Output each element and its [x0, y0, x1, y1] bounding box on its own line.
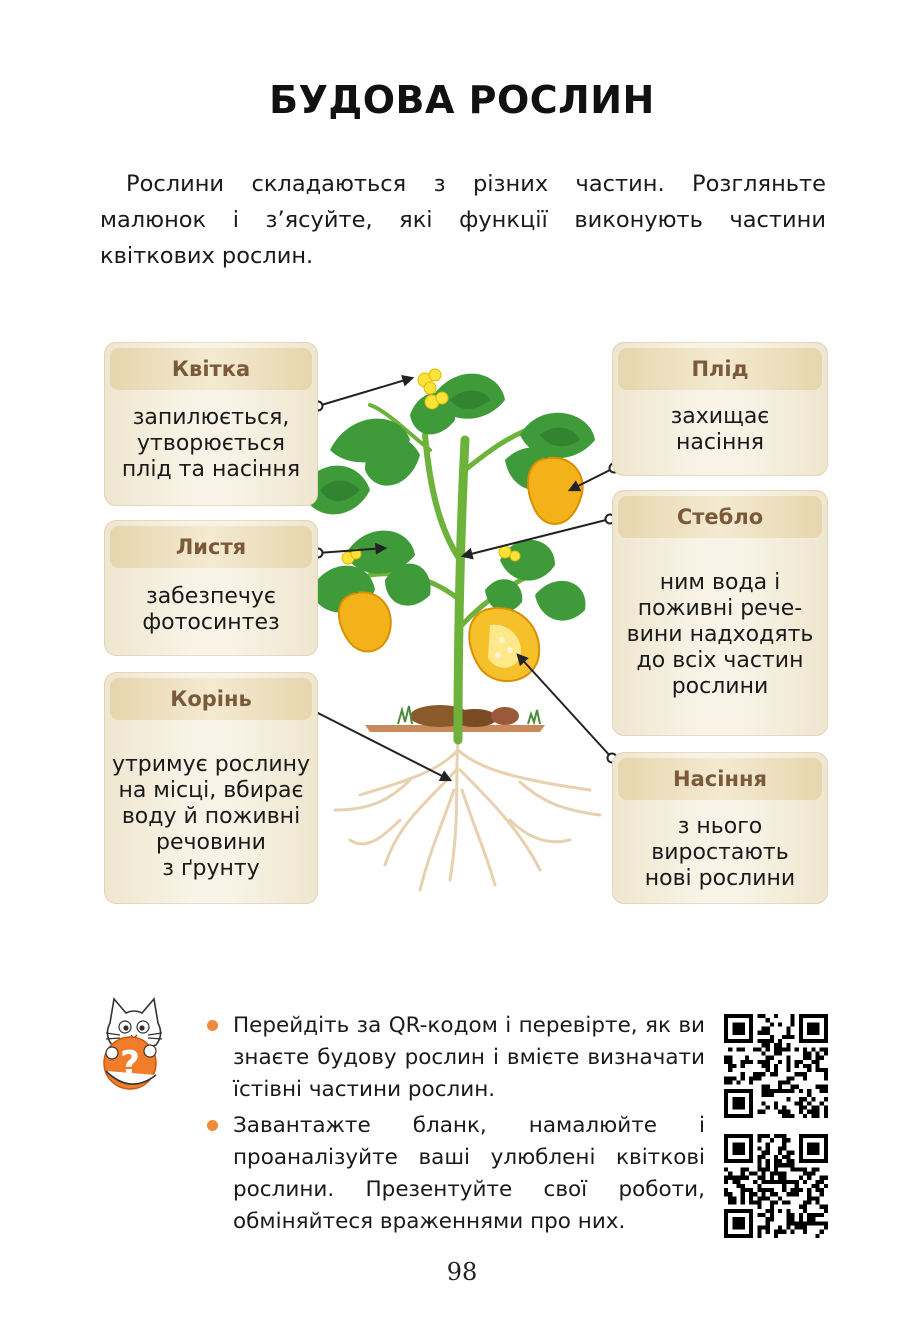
page-title: БУДОВА РОСЛИН: [269, 78, 655, 122]
task-list: [205, 1010, 705, 1242]
card-stem-title: Стебло: [618, 496, 822, 538]
card-leaves-title: Листя: [110, 526, 312, 568]
qr-code-icon[interactable]: [724, 1014, 828, 1118]
task-item: [205, 1010, 705, 1106]
card-flower-title: Квітка: [110, 348, 312, 390]
bullet-dot: [207, 1020, 218, 1031]
card-root: [104, 672, 318, 904]
card-seed-text: з нього виростають нові рослини: [644, 814, 796, 891]
task-text: Завантажте бланк, намалюйте і проаналізуйте ваші улюблені квіткові рослини. Презентуйте свої роботи, обміняйтеся враженнями про них.: [233, 1113, 705, 1234]
svg-text:?: ?: [120, 1044, 140, 1084]
card-fruit: [612, 342, 828, 476]
bullet-dot: [207, 1120, 218, 1131]
page-number: 98: [446, 1258, 478, 1286]
card-flower-text: запилюється, утворюється плід та насіння: [121, 405, 301, 482]
card-stem: [612, 490, 828, 736]
qr-code-icon[interactable]: [724, 1134, 828, 1238]
task-item: [205, 1110, 705, 1238]
card-stem-text: ним вода і поживні рече- вини надходять до всіх частин рослини: [626, 570, 814, 699]
task-text: Перейдіть за QR-кодом і перевірте, як ви знаєте будову рослин і вмієте визначати їстівні частини рослин.: [233, 1013, 705, 1102]
card-seed: [612, 752, 828, 904]
card-seed-title: Насіння: [618, 758, 822, 800]
cat-question-icon: [98, 993, 170, 1093]
card-leaves: [104, 520, 318, 656]
card-fruit-title: Плід: [618, 348, 822, 390]
card-flower: [104, 342, 318, 506]
intro-paragraph: Рослини складаються з різних частин. Розгляньте малюнок і з’ясуйте, які функції виконують частини квіткових рослин.: [100, 171, 826, 269]
card-leaves-text: забезпечує фотосинтез: [142, 584, 280, 635]
card-root-title: Корінь: [110, 678, 312, 720]
card-fruit-text: захищає насіння: [670, 404, 770, 455]
card-root-text: утримує рослину на місці, вбирає воду й поживні речовини з ґрунту: [111, 752, 311, 881]
